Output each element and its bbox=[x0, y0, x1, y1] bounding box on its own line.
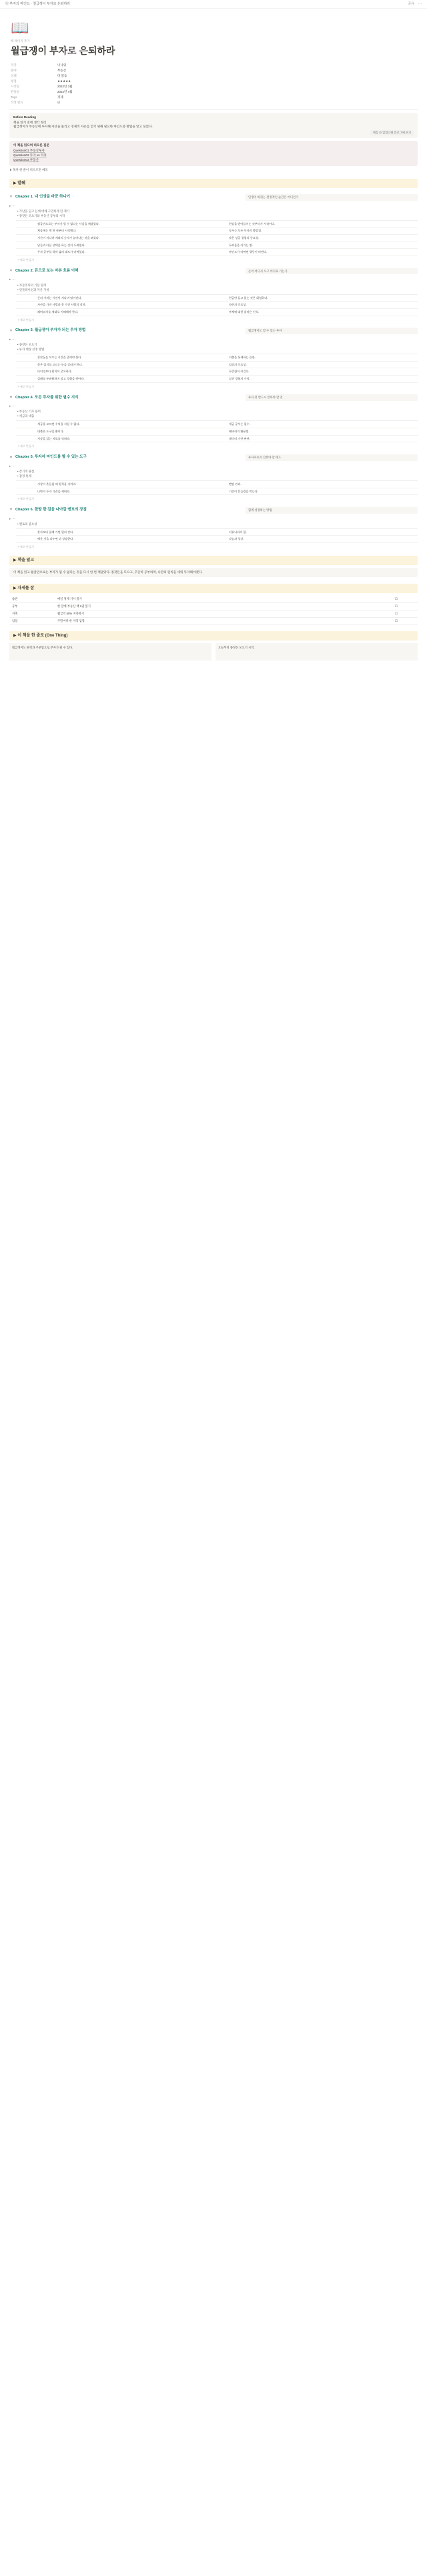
bullet-item: • 종잣돈 모으기 bbox=[17, 343, 37, 347]
excerpt-cell: 혼자보다 함께 가면 멀리 간다. bbox=[37, 530, 74, 534]
checkbox[interactable]: ☐ bbox=[395, 604, 398, 608]
chapter-block bbox=[9, 266, 418, 322]
chapter-header[interactable] bbox=[9, 452, 418, 463]
table-row[interactable] bbox=[16, 221, 418, 228]
thought-cell: 데이터 기반 판단. bbox=[229, 436, 250, 440]
row-index bbox=[16, 368, 35, 375]
thought-cell: 지출을 통제하는 습관. bbox=[229, 356, 256, 360]
property-value[interactable]: 너나위 bbox=[57, 63, 67, 67]
toggle-icon: ▸ bbox=[9, 278, 11, 282]
property-row bbox=[11, 84, 418, 89]
thought-cell: 임장의 중요성. bbox=[229, 362, 247, 366]
property-row bbox=[11, 100, 418, 105]
table-row[interactable] bbox=[16, 295, 418, 302]
toggle-label: ··· bbox=[12, 404, 15, 408]
book-icon[interactable]: 📖 bbox=[11, 19, 29, 36]
table-row[interactable] bbox=[16, 368, 418, 376]
checklist-item: 주말마다 한 지역 임장 bbox=[57, 618, 85, 622]
table-row[interactable] bbox=[16, 302, 418, 309]
toggle-label: ··· bbox=[12, 516, 15, 520]
chapter-summary: 투자자로서 갖춰야 할 태도 bbox=[246, 454, 418, 461]
row-index bbox=[16, 376, 35, 382]
thought-cell: 꾸준함이 이긴다. bbox=[229, 370, 250, 374]
excerpt-cell: 남들과 다른 선택을 하는 것이 두려웠다. bbox=[37, 243, 85, 247]
checkbox[interactable]: ☐ bbox=[395, 611, 398, 615]
row-index bbox=[16, 221, 35, 228]
chapter-title: Chapter 3. 월급쟁이 부자가 되는 투자 방법 bbox=[15, 328, 86, 333]
chapter-block bbox=[9, 192, 418, 262]
after-heading: ▶ 책을 덮고 bbox=[9, 556, 418, 565]
breadcrumb[interactable]: ⓑ 부자의 마인드 · 철급쟁이 부자로 은퇴하라 bbox=[5, 1, 71, 6]
thought-cell: 독서는 모든 투자의 출발점. bbox=[229, 229, 262, 233]
property-row bbox=[11, 68, 418, 73]
excerpt-cell: 나만의 투자 기준을 세워라. bbox=[37, 489, 71, 493]
table-row[interactable] bbox=[16, 242, 418, 250]
checklist-category: 저축 bbox=[12, 611, 18, 615]
table-row[interactable] bbox=[16, 421, 418, 428]
excerpt-cell: 시간이 지나며 계좌의 숫자가 늘어나는 것을 보았다. bbox=[37, 236, 100, 240]
table-row[interactable] bbox=[16, 536, 418, 543]
bullet-item: • 투자 대상 선정 방법 bbox=[17, 348, 45, 352]
toggle-caret-icon[interactable]: ▼ bbox=[9, 328, 13, 333]
chapter-summary: 인생이 바뀌는 결정적인 순간은 어디인가 bbox=[246, 194, 418, 201]
row-index bbox=[16, 354, 35, 361]
checklist-item: 한 달에 부동산 책 2권 읽기 bbox=[57, 604, 91, 608]
table-row[interactable] bbox=[16, 362, 418, 369]
property-value[interactable]: 다 읽음 bbox=[57, 73, 67, 77]
checkbox[interactable]: ☐ bbox=[395, 597, 398, 601]
excerpt-cell: 시장을 읽는 지표를 익혀라. bbox=[37, 436, 71, 440]
property-value[interactable]: 2022년 4월 bbox=[57, 89, 73, 93]
property-row bbox=[11, 89, 418, 95]
chapter-title: Chapter 4. 모든 투자를 위한 필수 지식 bbox=[15, 395, 79, 400]
checklist-category: 습관 bbox=[12, 597, 18, 601]
top-bar bbox=[0, 0, 427, 9]
excerpt-table bbox=[16, 220, 418, 256]
property-key: 분야 bbox=[11, 68, 17, 72]
chapter-toggle[interactable] bbox=[9, 204, 418, 208]
row-index bbox=[16, 295, 35, 302]
property-value[interactable]: ★★★★★ bbox=[57, 79, 71, 83]
page-body bbox=[0, 18, 427, 661]
property-row bbox=[11, 79, 418, 84]
questions-callout bbox=[9, 141, 418, 166]
row-index bbox=[16, 309, 35, 316]
chapter-summary: 투자 전 반드시 알아야 할 것 bbox=[246, 394, 418, 401]
questions-title: 이 책을 읽으며 떠오른 질문 bbox=[13, 143, 49, 147]
checklist-item: 매일 경제 기사 읽기 bbox=[57, 597, 82, 601]
table-row[interactable] bbox=[16, 249, 418, 256]
thought-cell: 세금 공부는 필수. bbox=[229, 422, 250, 426]
excerpt-table bbox=[16, 528, 418, 543]
thought-cell: 작은 성공 경험의 중요성. bbox=[229, 236, 260, 240]
table-row[interactable] bbox=[16, 309, 418, 316]
toggle-icon: ▸ bbox=[9, 516, 11, 520]
toggle-icon: ▸ bbox=[9, 338, 11, 342]
property-key: 작성 완료 bbox=[11, 100, 23, 104]
new-row-button[interactable]: + 새로 만들기 bbox=[17, 444, 34, 448]
property-key: 상태 bbox=[11, 73, 17, 77]
excerpt-cell: 실패를 두려워하지 말고 경험을 쌓아라. bbox=[37, 377, 85, 381]
row-index bbox=[16, 362, 35, 368]
excerpt-cell: 배운 것을 나누면 더 성장한다. bbox=[37, 537, 74, 541]
thought-cell: 마인드가 바뀌면 행동이 바뀐다. bbox=[229, 250, 268, 254]
toggle-label: ··· bbox=[12, 203, 15, 207]
question-link[interactable]: Question02 투자 vs 저축 bbox=[13, 153, 47, 157]
table-row[interactable] bbox=[16, 481, 418, 488]
bullet-item: • 부동산 기초 용어 bbox=[17, 410, 41, 414]
table-row[interactable] bbox=[16, 488, 418, 496]
row-index bbox=[16, 428, 35, 435]
toggle-caret-icon[interactable]: ▼ bbox=[9, 455, 13, 460]
chapter-toggle[interactable] bbox=[9, 338, 418, 342]
more-menu-icon[interactable]: ··· bbox=[418, 1, 422, 6]
chapter-header[interactable] bbox=[9, 192, 418, 203]
callout-body: 책을 읽기 전에 생각 정리 월급쟁이가 부동산에 투자해 자산을 불리고 경제적 자유를 얻기 위해 필요한 마인드와 방법을 알고 싶었다. bbox=[13, 120, 153, 129]
toggle-caret-icon[interactable]: ▼ bbox=[9, 269, 13, 274]
excerpt-table bbox=[16, 480, 418, 495]
share-button[interactable]: 공유 bbox=[408, 1, 414, 6]
row-index bbox=[16, 242, 35, 249]
excerpt-heading: ▶ 발췌 bbox=[9, 179, 418, 188]
chapter-header[interactable] bbox=[9, 326, 418, 336]
properties bbox=[11, 63, 418, 105]
toggle-label: ··· bbox=[12, 338, 15, 342]
thought-cell: 레버리지 활용법. bbox=[229, 429, 250, 433]
checklist-row[interactable] bbox=[9, 618, 418, 625]
excerpt-table bbox=[16, 354, 418, 383]
toggle-label: ··· bbox=[12, 278, 15, 282]
property-value[interactable]: 경제 bbox=[57, 95, 63, 99]
row-index bbox=[16, 228, 35, 234]
thought-cell: 부채에 대한 올바른 인식. bbox=[229, 310, 260, 314]
row-index bbox=[16, 529, 35, 536]
checklist-row[interactable] bbox=[9, 596, 418, 603]
row-index bbox=[16, 302, 35, 308]
property-key: 완독일 bbox=[11, 89, 20, 93]
chapter-header[interactable] bbox=[9, 266, 418, 277]
chapter-block bbox=[9, 452, 418, 501]
toggle-label: ··· bbox=[12, 464, 15, 468]
toggle-icon: ▸ bbox=[9, 404, 11, 408]
table-row[interactable] bbox=[16, 235, 418, 242]
add-page-hint[interactable]: 책 페이지 추가 bbox=[11, 39, 30, 43]
table-row[interactable] bbox=[16, 376, 418, 383]
final-heading: ▶ 이 책을 한 줄로 (One Thing) bbox=[9, 631, 418, 640]
bullet-item: • 감정 통제 bbox=[17, 474, 31, 478]
excerpt-cell: 시장이 흔들릴 때 원칙을 지켜라. bbox=[37, 482, 77, 486]
chapter-toggle[interactable] bbox=[9, 517, 418, 521]
checklist-category: 공부 bbox=[12, 604, 18, 608]
chapter-summary: 월급쟁이도 할 수 있는 투자 bbox=[246, 328, 418, 334]
checkbox[interactable]: ☐ bbox=[395, 618, 398, 622]
final-left[interactable]: 월급쟁이도 원칙과 꾸준함으로 부자가 될 수 있다. bbox=[9, 643, 211, 661]
toggle-caret-icon[interactable]: ▼ bbox=[9, 395, 13, 400]
table-row[interactable] bbox=[16, 436, 418, 443]
chapter-summary: 함께 성장하는 방법 bbox=[246, 507, 418, 514]
callout-title: Before Reading bbox=[13, 115, 36, 119]
toggle-caret-icon[interactable]: ▼ bbox=[9, 508, 13, 512]
property-key: 저자 bbox=[11, 63, 17, 67]
property-key: Tags bbox=[11, 95, 17, 99]
bullet-item: • 멘토의 중요성 bbox=[17, 522, 37, 526]
table-row[interactable] bbox=[16, 529, 418, 536]
excerpt-cell: 종잣돈을 모으는 시간을 줄여야 한다. bbox=[37, 356, 82, 360]
thought-cell: 멘탈 관리. bbox=[229, 482, 242, 486]
property-row bbox=[11, 63, 418, 68]
new-row-button[interactable]: + 새로 만들기 bbox=[17, 497, 34, 501]
toggle-icon: ▸ bbox=[9, 203, 11, 207]
property-row bbox=[11, 73, 418, 79]
blog-button[interactable]: 책을 다 읽었다면 블로그에 쓰기 bbox=[370, 130, 414, 135]
table-row[interactable] bbox=[16, 354, 418, 362]
property-key: 평점 bbox=[11, 79, 17, 83]
bullet-item: • 장기적 관점 bbox=[17, 469, 35, 473]
chapter-toggle[interactable] bbox=[9, 404, 418, 408]
bullet-item: • 세금과 대출 bbox=[17, 414, 35, 418]
thought-cell: 커뮤니티의 힘. bbox=[229, 530, 247, 534]
chapter-title: Chapter 5. 투자자 마인드를 할 수 있는 도구 bbox=[15, 455, 87, 460]
excerpt-cell: 레버리지를 제대로 이해해야 한다. bbox=[37, 310, 79, 314]
excerpt-cell: 좋은 입지를 고르는 눈을 길러야 한다. bbox=[37, 362, 83, 366]
new-row-button[interactable]: + 새로 만들기 bbox=[17, 318, 34, 322]
toggle-icon: ▸ bbox=[9, 464, 11, 468]
row-index bbox=[16, 249, 35, 256]
checklist-heading: ▶ 자세를 잡 bbox=[9, 584, 418, 593]
page-title[interactable]: 월급쟁이 부자로 은퇴하라 bbox=[11, 45, 115, 56]
chapter-block bbox=[9, 505, 418, 549]
thought-cell: 기준이 흔들림을 막는다. bbox=[229, 489, 258, 493]
chapter-header[interactable] bbox=[9, 392, 418, 403]
chapter-block bbox=[9, 392, 418, 448]
property-value[interactable]: 부동산 bbox=[57, 68, 67, 72]
thought-cell: 현금만 들고 있는 것은 위험하다. bbox=[229, 296, 268, 300]
new-row-button[interactable]: + 새로 만들기 bbox=[17, 258, 34, 262]
checklist-category: 임장 bbox=[12, 618, 18, 622]
checklist-row[interactable] bbox=[9, 603, 418, 610]
chapter-toggle[interactable] bbox=[9, 278, 418, 282]
excerpt-cell: 타이밍보다 원칙이 중요하다. bbox=[37, 370, 73, 374]
row-index bbox=[16, 421, 35, 428]
thought-cell: 나눔과 성장. bbox=[229, 537, 244, 541]
property-value[interactable]: ☑ bbox=[57, 100, 61, 104]
excerpt-table bbox=[16, 420, 418, 442]
chapter-title: Chapter 6. 한발 한 걸음 나아갈 멘토의 장점 bbox=[15, 507, 87, 512]
new-row-button[interactable]: + 새로 만들기 bbox=[17, 384, 34, 388]
after-body: 이 책을 읽고 월급만으로는 부자가 될 수 없다는 것을 다시 한 번 깨달았다. 종잣돈을 모으고, 꾸준히 공부하며, 나만의 원칙을 세워 투자해야겠다. bbox=[9, 568, 418, 577]
excerpt-cell: 월급만으로는 부자가 될 수 없다는 사실을 깨달았다. bbox=[37, 222, 100, 226]
thought-cell: 두려움을 이기는 법. bbox=[229, 243, 253, 247]
chapter-summary: 돈이 어디서 오고 어디로 가는가 bbox=[246, 268, 418, 275]
excerpt-cell: 자산을 가진 사람과 못 가진 사람의 격차. bbox=[37, 303, 86, 307]
table-row[interactable] bbox=[16, 228, 418, 235]
row-index bbox=[16, 481, 35, 488]
bullet-item: • 자본주의의 기본 원리 bbox=[17, 283, 47, 287]
excerpt-cell: 돈의 가치는 시간이 지나며 떨어진다. bbox=[37, 296, 82, 300]
chapter-list bbox=[9, 192, 418, 549]
row-index bbox=[16, 488, 35, 495]
chapter-title: Chapter 1. 내 인생을 바꾼 하나기 bbox=[15, 194, 71, 199]
row-index bbox=[16, 436, 35, 442]
checklist-table bbox=[9, 596, 418, 624]
excerpt-cell: 처음에는 책 한 권부터 시작했다. bbox=[37, 229, 77, 233]
question-link[interactable]: Question01 부동산투자 bbox=[13, 149, 45, 153]
property-value[interactable]: 2022년 3월 bbox=[57, 84, 73, 88]
new-row-button[interactable]: + 새로 만들기 bbox=[17, 545, 34, 549]
question-link[interactable]: Question03 부동산 bbox=[13, 158, 39, 162]
excerpt-cell: 세금을 모르면 수익을 지킬 수 없다. bbox=[37, 422, 80, 426]
thought-cell: 현실을 받아들이는 것부터가 시작이다. bbox=[229, 222, 276, 226]
before-reading-callout bbox=[9, 113, 418, 138]
property-row bbox=[11, 95, 418, 100]
thought-cell: 실전 경험의 가치. bbox=[229, 377, 250, 381]
chapter-toggle[interactable] bbox=[9, 464, 418, 468]
chapter-block bbox=[9, 326, 418, 388]
excerpt-cell: 투자 공부를 하며 삶의 태도가 바뀌었다. bbox=[37, 250, 85, 254]
memo-note: ⬆ 목차 한 줄이 떠오르면 메모 bbox=[9, 167, 48, 171]
excerpt-cell: 대출은 도구일 뿐이다. bbox=[37, 429, 64, 433]
toggle-caret-icon[interactable]: ▼ bbox=[9, 195, 13, 199]
excerpt-table bbox=[16, 294, 418, 316]
checklist-item: 월급의 50% 저축하기 bbox=[57, 611, 85, 615]
bullet-item: • 가난을 딛고 돈에 대해 고민하게 된 계기 bbox=[17, 209, 69, 213]
property-key: 시작일 bbox=[11, 84, 20, 88]
checklist-row[interactable] bbox=[9, 610, 418, 618]
final-right[interactable]: 오늘부터 종잣돈 모으기 시작. bbox=[216, 643, 418, 661]
table-row[interactable] bbox=[16, 428, 418, 436]
thought-cell: 자산의 중요성. bbox=[229, 303, 247, 307]
row-index bbox=[16, 235, 35, 242]
bullet-item: • 종잣돈 모으기와 부동산 공부의 시작 bbox=[17, 213, 65, 218]
chapter-title: Chapter 2. 돈으로 보는 자본 흐름 이해 bbox=[15, 268, 79, 273]
chapter-header[interactable] bbox=[9, 505, 418, 516]
row-index bbox=[16, 536, 35, 542]
bullet-item: • 인플레이션과 자산 가치 bbox=[17, 288, 49, 292]
